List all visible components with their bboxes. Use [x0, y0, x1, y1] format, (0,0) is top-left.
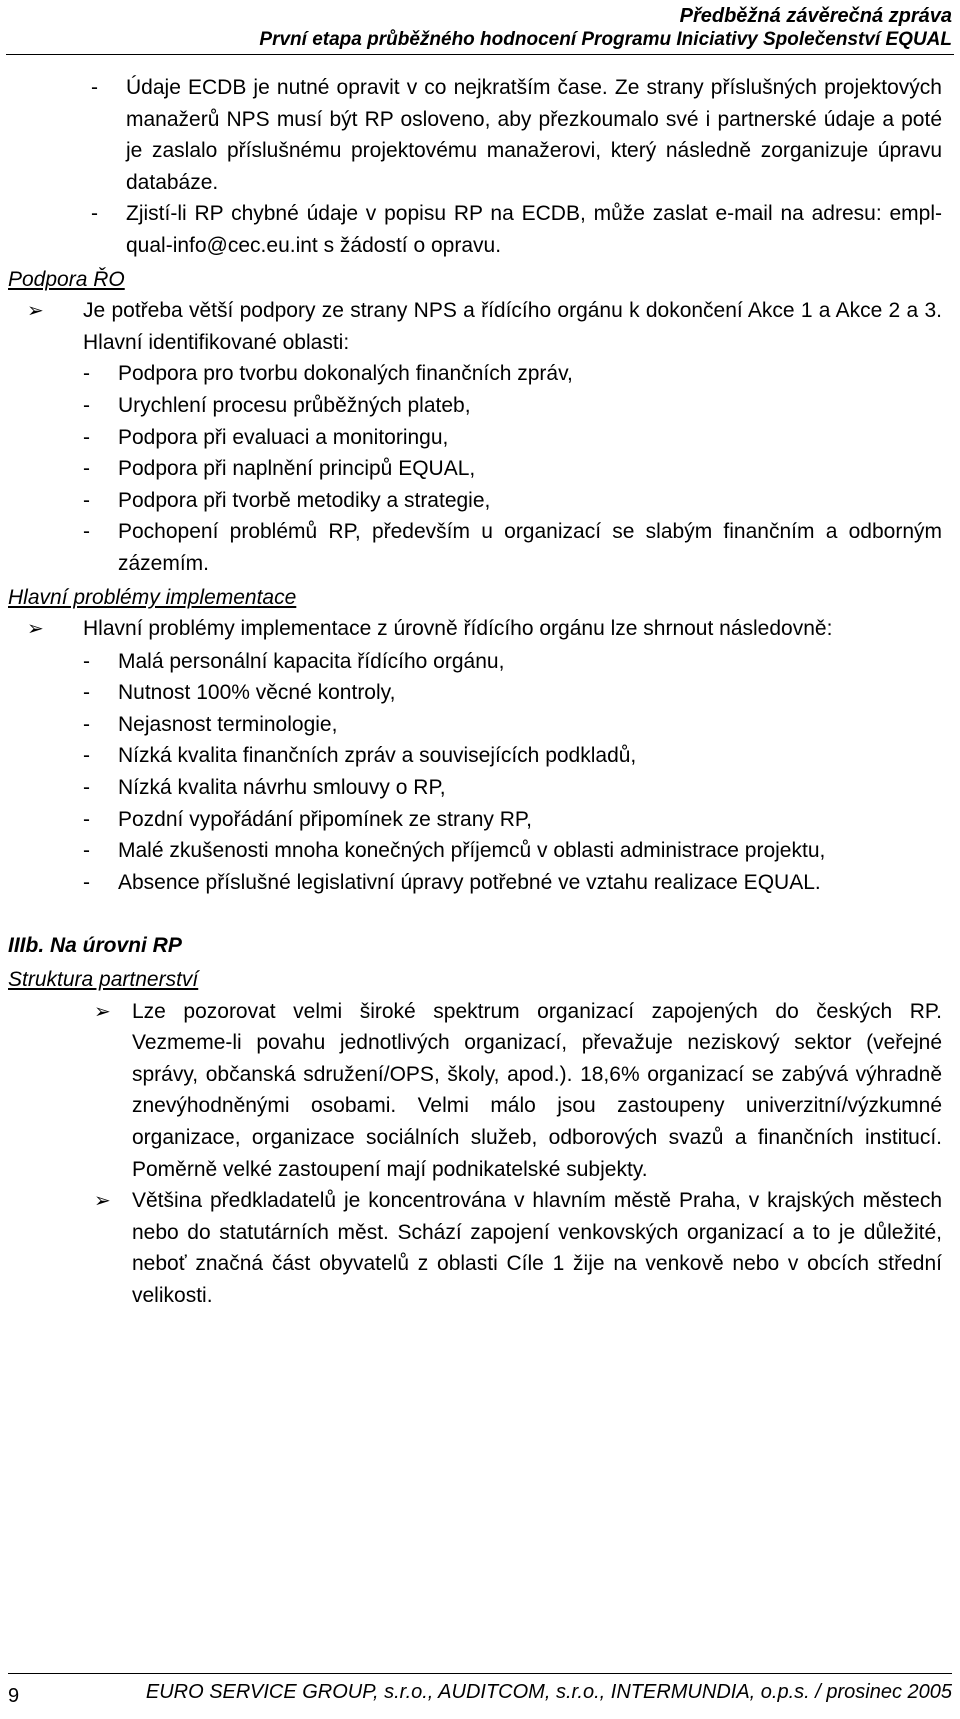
dash-bullet: -	[83, 425, 90, 449]
arrow-bullet-icon: ➢	[94, 1190, 111, 1213]
footer-divider	[8, 1673, 952, 1674]
header-title: Předběžná závěrečná zpráva	[679, 5, 952, 27]
header-subtitle: První etapa průběžného hodnocení Programu Iniciativy Společenství EQUAL	[259, 29, 952, 50]
list-item	[8, 198, 942, 261]
list-item	[83, 740, 942, 772]
dash-bullet: -	[83, 712, 90, 736]
section-heading-podpora: Podpora ŘO	[8, 267, 125, 291]
dash-bullet: -	[83, 776, 90, 800]
list-item	[83, 835, 942, 867]
list-item-text: Pochopení problémů RP, především u organizací se slabým finančním a odborným zázemím.	[118, 520, 942, 575]
page-footer	[8, 1673, 952, 1717]
list-item-text: Urychlení procesu průběžných plateb,	[118, 393, 471, 417]
list-item	[83, 485, 942, 517]
page-number: 9	[8, 1685, 20, 1707]
list-item	[83, 804, 942, 836]
list-item-text: Podpora při tvorbě metodiky a strategie,	[118, 488, 491, 512]
list-item	[83, 516, 942, 579]
list-item-text: Podpora pro tvorbu dokonalých finančních zpráv,	[118, 362, 573, 386]
paragraph-text: Lze pozorovat velmi široké spektrum organizací zapojených do českých RP. Vezmeme-li povahu jednotlivých organizací, převažuje neziskový sektor (veřejné správy, občanská sdružení/OPS, školy, apod.). 18,6% organizací se zabývá výhradně znevýhodněnými osobami. Velmi málo jsou zastoupeny univerzitní/výzkumné organizace, organizace sociálních služeb, odborových svazů a finančních institucí. Poměrně velké zastoupení mají podnikatelské subjekty.	[132, 999, 942, 1181]
list-item	[83, 867, 942, 899]
list-item	[83, 453, 942, 485]
list-item	[83, 390, 942, 422]
dash-bullet: -	[91, 202, 98, 226]
list-item-text: Podpora při naplnění principů EQUAL,	[118, 457, 476, 481]
podpora-list	[8, 358, 942, 579]
page-body	[8, 72, 942, 1312]
list-item	[83, 646, 942, 678]
paragraph-text: Většina předkladatelů je koncentrována v hlavním městě Praha, v krajských městech nebo do statutárních měst. Schází zapojení venkovských organizací a to je důležité, neboť značná část obyvatelů z oblasti Cíle 1 žije na venkově nebo v obcích střední velikosti.	[132, 1189, 942, 1307]
list-item	[8, 72, 942, 198]
problemy-list	[8, 646, 942, 899]
page-header	[259, 4, 952, 52]
list-item-text: Zjistí-li RP chybné údaje v popisu RP na ECDB, může zaslat e-mail na adresu: empl-qual-info@cec.eu.int s žádostí o opravu.	[126, 202, 942, 257]
dash-bullet: -	[83, 681, 90, 705]
list-item-text: Nízká kvalita finančních zpráv a souvisejících podkladů,	[118, 744, 637, 768]
list-item-text: Absence příslušné legislativní úpravy potřebné ve vztahu realizace EQUAL.	[118, 870, 821, 894]
list-item-text: Nutnost 100% věcné kontroly,	[118, 681, 396, 705]
arrow-bullet-icon: ➢	[27, 618, 44, 641]
dash-bullet: -	[91, 76, 98, 99]
footer-text: EURO SERVICE GROUP, s.r.o., AUDITCOM, s.r.o., INTERMUNDIA, o.p.s. / prosinec 2005	[145, 1681, 952, 1703]
dash-bullet: -	[83, 870, 90, 894]
section-heading-struktura: Struktura partnerství	[8, 968, 199, 992]
dash-bullet: -	[83, 649, 90, 673]
dash-bullet: -	[83, 807, 90, 831]
dash-bullet: -	[83, 488, 90, 512]
arrow-bullet-icon: ➢	[27, 300, 44, 323]
dash-bullet: -	[83, 744, 90, 768]
section-heading-problemy: Hlavní problémy implementace	[8, 585, 297, 609]
header-divider	[6, 54, 954, 55]
dash-bullet: -	[83, 362, 90, 386]
dash-bullet: -	[83, 457, 90, 481]
list-item	[83, 709, 942, 741]
arrow-paragraph	[8, 613, 942, 646]
dash-bullet: -	[83, 839, 90, 863]
list-item	[83, 358, 942, 390]
list-item-text: Nejasnost terminologie,	[118, 712, 338, 736]
dash-bullet: -	[83, 393, 90, 417]
list-item	[83, 772, 942, 804]
arrow-paragraph	[8, 295, 942, 358]
list-item	[83, 422, 942, 454]
list-item-text: Údaje ECDB je nutné opravit v co nejkratším čase. Ze strany příslušných projektových manažerů NPS musí být RP osloveno, aby přezkoumalo své i partnerské údaje a poté je zaslalo příslušnému projektovému manažerovi, který následně zorganizuje úpravu databáze.	[126, 76, 942, 194]
section-title-iiib: IIIb. Na úrovni RP	[8, 934, 182, 958]
arrow-paragraph	[8, 996, 942, 1186]
list-item-text: Nízká kvalita návrhu smlouvy o RP,	[118, 776, 446, 800]
dash-bullet: -	[83, 520, 90, 544]
list-item	[83, 677, 942, 709]
list-item-text: Pozdní vypořádání připomínek ze strany RP,	[118, 807, 533, 831]
list-item-text: Malé zkušenosti mnoha konečných příjemců v oblasti administrace projektu,	[118, 839, 826, 863]
paragraph-text: Hlavní problémy implementace z úrovně řídícího orgánu lze shrnout následovně:	[83, 617, 833, 641]
list-item-text: Malá personální kapacita řídícího orgánu,	[118, 649, 505, 673]
paragraph-text: Je potřeba větší podpory ze strany NPS a řídícího orgánu k dokončení Akce 1 a Akce 2 a 3. Hlavní identifikované oblasti:	[83, 299, 942, 354]
arrow-bullet-icon: ➢	[94, 1000, 111, 1023]
arrow-paragraph	[8, 1185, 942, 1311]
list-item-text: Podpora při evaluaci a monitoringu,	[118, 425, 449, 449]
